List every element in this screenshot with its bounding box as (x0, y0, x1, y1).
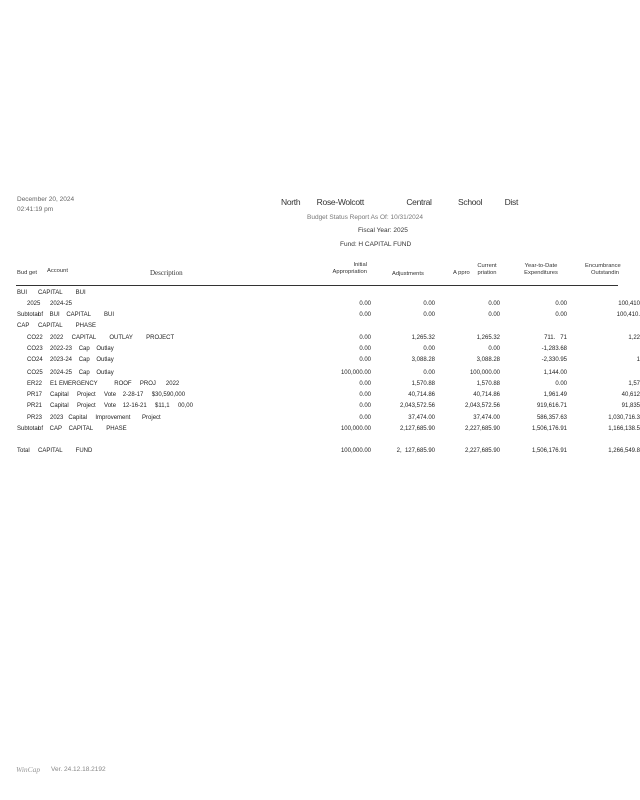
row-description: of BUI CAPITAL BUI (38, 312, 115, 318)
row-adj-value: 0.00 (423, 346, 435, 352)
row-code: CO24 (27, 357, 43, 363)
row-ytd-value: 711. 71 (544, 335, 567, 341)
col-ytd-line1: Year-to-Date (524, 263, 558, 269)
row-cur-value: 37,474.00 (473, 415, 500, 421)
row-init-value: 100,000.00 (340, 448, 371, 454)
title-part: Rose-Wolcott (316, 197, 364, 207)
title-part: School (458, 197, 483, 207)
row-cur-value: 40,714.86 (473, 392, 500, 398)
row-init-value: 0.00 (359, 381, 371, 387)
col-current-appropriation (474, 263, 500, 277)
row-description: 2022 CAPITAL OUTLAY PROJECT (50, 335, 175, 341)
row-description: Capital Project Vote 12-16-21 $11,1 00,00 (50, 403, 193, 409)
table-row (0, 379, 640, 389)
table-row (0, 424, 640, 434)
row-adj-value: 0.00 (423, 370, 435, 376)
row-cur-value: 1,570.88 (476, 381, 500, 387)
title-part: Dist (504, 197, 519, 207)
row-enc-value: 100,410 (618, 301, 640, 307)
row-code: CO25 (27, 370, 43, 376)
table-row (0, 390, 640, 400)
row-enc-value: 1,030,716.3 (608, 415, 640, 421)
row-ytd-value: -2,330.95 (541, 357, 567, 363)
report-time: 02:41:19 pm (17, 206, 54, 213)
row-description: E1 EMERGENCY ROOF PROJ 2022 (50, 381, 180, 387)
row-init-value: 100,000.00 (340, 426, 371, 432)
row-ytd-value: 1,144.00 (543, 370, 567, 376)
row-ytd-value: 0.00 (555, 312, 567, 318)
row-code: Subtotal (17, 426, 40, 432)
row-adj-value: 2,043,572.56 (399, 403, 435, 409)
row-enc-value: 1,22 (628, 335, 640, 341)
row-init-value: 0.00 (359, 312, 371, 318)
row-cur-value: 1,265.32 (476, 335, 500, 341)
row-enc-value: 1 (636, 357, 640, 363)
col-enc-line2: Outstandin (591, 270, 620, 276)
col-description: Description (150, 269, 183, 277)
row-cur-value: 2,227,685.90 (464, 426, 500, 432)
row-cur-value: 0.00 (488, 346, 500, 352)
report-date: December 20, 2024 (17, 196, 75, 203)
row-ytd-value: -1,283.68 (541, 346, 567, 352)
row-adj-value: 0.00 (423, 301, 435, 307)
title-part: Central (406, 197, 432, 207)
row-code: PR21 (27, 403, 43, 409)
version-label: Ver. 24.12.18.2192 (51, 766, 106, 773)
header-rule (16, 285, 618, 286)
title-part: North (281, 197, 301, 207)
col-budget: Bud get (17, 270, 37, 276)
row-ytd-value: 0.00 (555, 381, 567, 387)
row-enc-value: 100,410. (616, 312, 640, 318)
row-ytd-value: 1,961.49 (543, 392, 567, 398)
district-title (281, 197, 532, 207)
row-code: CO22 (27, 335, 43, 341)
row-cur-value: 100,000.00 (469, 370, 500, 376)
row-init-value: 0.00 (359, 392, 371, 398)
table-row (0, 321, 618, 331)
col-initial-line1: Initial (353, 262, 367, 268)
col-encumbrance (585, 263, 621, 277)
row-adj-value: 1,570.88 (411, 381, 435, 387)
row-init-value: 0.00 (359, 346, 371, 352)
row-init-value: 0.00 (359, 403, 371, 409)
row-enc-value: 1,166,138.5 (608, 426, 640, 432)
row-init-value: 0.00 (359, 415, 371, 421)
row-description: 2023 Capital Improvement Project (50, 415, 161, 421)
row-description: 2024-25 (50, 301, 73, 307)
row-adj-value: 0.00 (423, 312, 435, 318)
col-ytd-line2: Expenditures (524, 270, 558, 276)
col-ytd-expenditures (518, 263, 564, 277)
row-enc-value: 40,612 (621, 392, 640, 398)
row-cur-value: 2,227,685.90 (464, 448, 500, 454)
row-description: CAPITAL BUI (38, 290, 86, 296)
row-code: Subtotal (17, 312, 40, 318)
row-cur-value: 3,088.28 (476, 357, 500, 363)
row-code: Total (17, 448, 30, 454)
table-row (0, 288, 618, 298)
wincap-logo: WinCap (16, 765, 41, 774)
row-init-value: 0.00 (359, 357, 371, 363)
row-description: 2023-24 Cap Outlay (50, 357, 114, 363)
row-init-value: 100,000.00 (340, 370, 371, 376)
row-description: 2022-23 Cap Outlay (50, 346, 114, 352)
row-adj-value: 40,714.86 (408, 392, 435, 398)
row-cur-value: 0.00 (488, 301, 500, 307)
row-ytd-value: 1,506,176.91 (531, 426, 567, 432)
row-code: PR23 (27, 415, 43, 421)
row-ytd-value: 919,616.71 (536, 403, 567, 409)
table-row (0, 299, 640, 309)
table-row (0, 401, 640, 411)
col-enc-line1: Encumbrance (585, 263, 621, 269)
table-row (0, 333, 640, 343)
table-row (0, 344, 618, 354)
row-init-value: 0.00 (359, 301, 371, 307)
row-init-value: 0.00 (359, 335, 371, 341)
table-row (0, 310, 640, 320)
row-code: PR17 (27, 392, 43, 398)
table-row (0, 413, 640, 423)
table-row (0, 446, 640, 456)
row-adj-value: 1,265.32 (411, 335, 435, 341)
row-enc-value: 91,835 (621, 403, 640, 409)
row-code: 2025 (27, 301, 41, 307)
row-code: ER22 (27, 381, 43, 387)
fund-label: Fund: H CAPITAL FUND (340, 241, 412, 248)
row-adj-value: 3,088.28 (411, 357, 435, 363)
row-code: CO23 (27, 346, 43, 352)
row-description: 2024-25 Cap Outlay (50, 370, 114, 376)
row-adj-value: 37,474.00 (408, 415, 435, 421)
row-enc-value: 1,57 (628, 381, 640, 387)
row-cur-value: 2,043,572.56 (464, 403, 500, 409)
col-initial-line2: Appropriation (332, 269, 367, 275)
col-adjustments: Adjustments (392, 271, 424, 277)
col-initial-appropriation (322, 262, 367, 276)
row-ytd-value: 0.00 (555, 301, 567, 307)
row-ytd-value: 1,506,176.91 (531, 448, 567, 454)
row-description: CAPITAL PHASE (38, 323, 97, 329)
row-description: of CAP CAPITAL PHASE (38, 426, 127, 432)
col-current-line2: priation (477, 270, 497, 276)
col-appro-prefix: A ppro (453, 270, 470, 276)
col-current-line1: Current (477, 263, 497, 269)
table-row (0, 368, 618, 378)
row-description: Capital Project Vote 2-28-17 $30,590,000 (50, 392, 186, 398)
row-code: CAP (17, 323, 30, 329)
row-ytd-value: 586,357.63 (536, 415, 567, 421)
report-subtitle: Budget Status Report As Of: 10/31/2024 (307, 214, 423, 221)
row-code: BUI (17, 290, 28, 296)
row-enc-value: 1,266,549.8 (608, 448, 640, 454)
row-description: CAPITAL FUND (38, 448, 93, 454)
row-cur-value: 0.00 (488, 312, 500, 318)
row-adj-value: 2, 127,685.90 (396, 448, 435, 454)
col-account: Account (47, 268, 68, 274)
table-row (0, 355, 640, 365)
row-adj-value: 2,127,685.90 (399, 426, 435, 432)
fiscal-year: Fiscal Year: 2025 (358, 227, 408, 234)
